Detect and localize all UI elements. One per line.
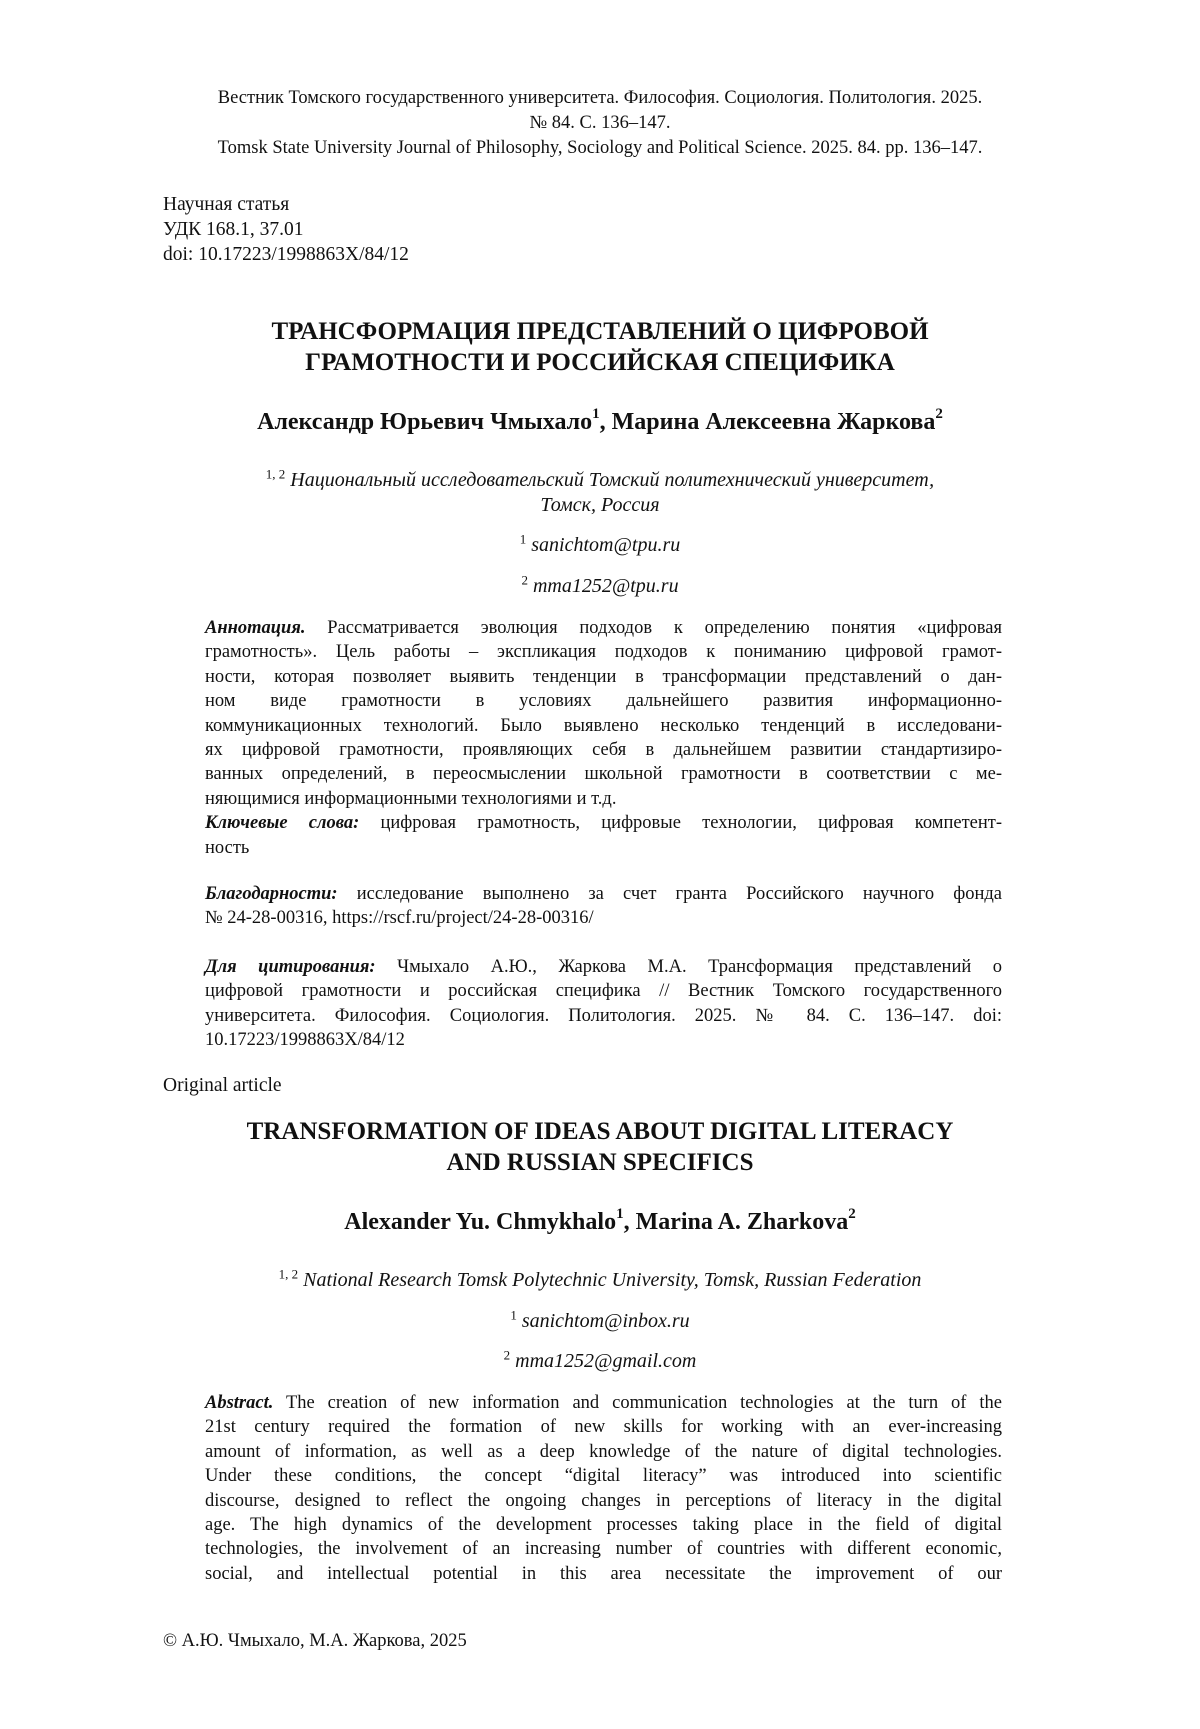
author1-en: Alexander Yu. Chmykhalo bbox=[344, 1209, 617, 1235]
email1-ru-sup: 1 bbox=[519, 531, 527, 547]
author2-ru: Марина Алексеевна Жаркова bbox=[611, 409, 936, 435]
abstract-en-line: Under these conditions, the concept “digital literacy” was introduced into scientific bbox=[205, 1466, 1002, 1487]
udc-code: УДК 168.1, 37.01 bbox=[163, 219, 304, 240]
abstract-en-line: social, and intellectual potential in this area necessitate the improvement of our bbox=[205, 1563, 1002, 1584]
email2-en-sup: 2 bbox=[503, 1347, 511, 1363]
affiliation-en bbox=[150, 1268, 1050, 1293]
journal-ru-line2: № 84. С. 136–147. bbox=[529, 113, 671, 133]
acknowledgements-ru: Благодарности: исследование выполнено за счет гранта Российского научного фонда № 24-28-00316, https://rscf.ru/project/24-28-00316/ bbox=[205, 882, 1002, 931]
email1-en-address[interactable]: sanichtom@inbox.ru bbox=[521, 1310, 690, 1332]
abstract-ru-line: ванных определений, в переосмыслении школьной грамотности в соответствии с ме- bbox=[205, 764, 1002, 785]
abstract-en-line: Abstract. The creation of new information and communication technologies at the turn of the bbox=[205, 1393, 1002, 1413]
doi: doi: 10.17223/1998863X/84/12 bbox=[163, 244, 409, 265]
keywords-ru-label: Ключевые слова: bbox=[205, 813, 360, 834]
affiliation-en-text: National Research Tomsk Polytechnic University, Tomsk, Russian Federation bbox=[303, 1269, 922, 1291]
keywords-ru: Ключевые слова: цифровая грамотность, цифровые технологии, цифровая компетент- bbox=[205, 813, 1003, 834]
email1-en-sup: 1 bbox=[510, 1307, 517, 1323]
affiliation-ru-line1: Национальный исследовательский Томский политехнический университет, bbox=[290, 469, 935, 491]
abstract-ru-line: грамотность». Цель работы – экспликация подходов к пониманию цифровой грамот- bbox=[205, 642, 1002, 663]
authors-ru: Александр Юрьевич Чмыхало$^1$, Марина Алексеевна Жаркова$^2$ bbox=[257, 406, 943, 435]
affiliation-ru bbox=[150, 468, 1050, 518]
author2-ru-sup: 2 bbox=[935, 406, 943, 422]
abstract-en-label: Abstract. bbox=[205, 1393, 274, 1413]
author2-en: Marina A. Zharkova bbox=[635, 1209, 849, 1235]
title-ru-line2: ГРАМОТНОСТИ И РОССИЙСКАЯ СПЕЦИФИКА bbox=[305, 349, 895, 376]
title-en bbox=[150, 1116, 1050, 1178]
abstract-ru-line: ях цифровой грамотности, проявляющих себя в дальнейшем развитии стандартизиро- bbox=[205, 739, 1002, 760]
citation-ru-line3: университета. Философия. Социология. Политология. 2025. № 84. С. 136–147. doi: bbox=[205, 1005, 1002, 1026]
affiliation-ru-line2: Томск, Россия bbox=[540, 494, 660, 516]
email1-ru[interactable] bbox=[150, 533, 1050, 558]
journal-header bbox=[150, 86, 1050, 161]
title-en-line2: AND RUSSIAN SPECIFICS bbox=[446, 1149, 754, 1176]
acknowledgements-ru-line2: № 24-28-00316, https://rscf.ru/project/24-28-00316/ bbox=[205, 908, 594, 929]
journal-en-line: Tomsk State University Journal of Philosophy, Sociology and Political Science. 2025. 84. pp. 136–147. bbox=[217, 138, 983, 158]
authors-en: Alexander Yu. Chmykhalo$^1$, Marina A. Zharkova$^2$ bbox=[344, 1206, 856, 1235]
abstract-en bbox=[205, 1391, 1002, 1586]
abstract-en-line: amount of information, as well as a deep knowledge of the nature of digital technologies. bbox=[205, 1441, 1002, 1462]
abstract-ru-line: Аннотация. Рассматривается эволюция подходов к определению понятия «цифровая bbox=[205, 618, 1003, 638]
keywords-ru-line2: ность bbox=[205, 837, 250, 858]
abstract-ru bbox=[205, 616, 1002, 860]
email2-en-address[interactable]: mma1252@gmail.com bbox=[515, 1350, 697, 1372]
citation-ru: Для цитирования: Чмыхало А.Ю., Жаркова М.А. Трансформация представлений о цифровой грамотности и российская специфика // Вестник Томского государственного университета. Философия. Социология. Политология. 2025. № 84. С. 136–147. doi: 10.17223/1998863X/84/12 bbox=[205, 955, 1002, 1053]
citation-ru-line4: 10.17223/1998863X/84/12 bbox=[205, 1030, 405, 1051]
abstract-ru-line: коммуникационных технологий. Было выявлено несколько тенденций в исследовани- bbox=[205, 715, 1002, 736]
email2-ru-address[interactable]: mma1252@tpu.ru bbox=[532, 575, 679, 597]
abstract-en-line: discourse, designed to reflect the ongoing changes in perceptions of literacy in the digital bbox=[205, 1490, 1002, 1511]
author1-en-sup: 1 bbox=[616, 1206, 624, 1222]
author2-en-sup: 2 bbox=[848, 1206, 856, 1222]
email2-ru-sup: 2 bbox=[521, 572, 528, 588]
affiliation-ru-sup: 1, 2 bbox=[265, 466, 286, 482]
abstract-ru-line: ном виде грамотности в условиях дальнейшего развития информационно- bbox=[205, 691, 1002, 712]
title-en-line1: TRANSFORMATION OF IDEAS ABOUT DIGITAL LITERACY bbox=[246, 1118, 954, 1145]
author1-ru: Александр Юрьевич Чмыхало bbox=[257, 409, 593, 435]
email1-en[interactable] bbox=[150, 1309, 1050, 1334]
email2-ru[interactable] bbox=[150, 574, 1050, 599]
title-ru bbox=[150, 316, 1050, 378]
copyright-footer: © А.Ю. Чмыхало, М.А. Жаркова, 2025 bbox=[163, 1631, 467, 1651]
citation-ru-line2: цифровой грамотности и российская специфика // Вестник Томского государственного bbox=[205, 981, 1002, 1002]
email2-en[interactable] bbox=[150, 1349, 1050, 1374]
abstract-en-line: technologies, the involvement of an increasing number of countries with different economic, bbox=[205, 1539, 1002, 1560]
article-meta bbox=[163, 192, 409, 267]
affiliation-en-sup: 1, 2 bbox=[278, 1266, 299, 1282]
author1-ru-sup: 1 bbox=[592, 406, 600, 422]
abstract-en-line: age. The high dynamics of the development processes taking place in the field of digital bbox=[205, 1514, 1002, 1535]
acknowledgements-ru-label: Благодарности: bbox=[205, 884, 338, 904]
article-type-ru: Научная статья bbox=[163, 194, 290, 215]
article-type-en: Original article bbox=[163, 1075, 282, 1096]
title-ru-line1: ТРАНСФОРМАЦИЯ ПРЕДСТАВЛЕНИЙ О ЦИФРОВОЙ bbox=[271, 318, 929, 345]
journal-ru-line1: Вестник Томского государственного университета. Философия. Социология. Политология. 2025. bbox=[217, 88, 983, 108]
abstract-en-line: 21st century required the formation of new skills for working with an ever-increasing bbox=[205, 1417, 1002, 1438]
abstract-ru-label: Аннотация. bbox=[205, 618, 306, 638]
citation-ru-label: Для цитирования: bbox=[205, 957, 376, 977]
email1-ru-address[interactable]: sanichtom@tpu.ru bbox=[531, 534, 681, 556]
abstract-ru-line: няющимися информационными технологиями и т.д. bbox=[205, 788, 617, 809]
abstract-ru-line: ности, которая позволяет выявить тенденции в трансформации представлений о дан- bbox=[205, 666, 1002, 687]
